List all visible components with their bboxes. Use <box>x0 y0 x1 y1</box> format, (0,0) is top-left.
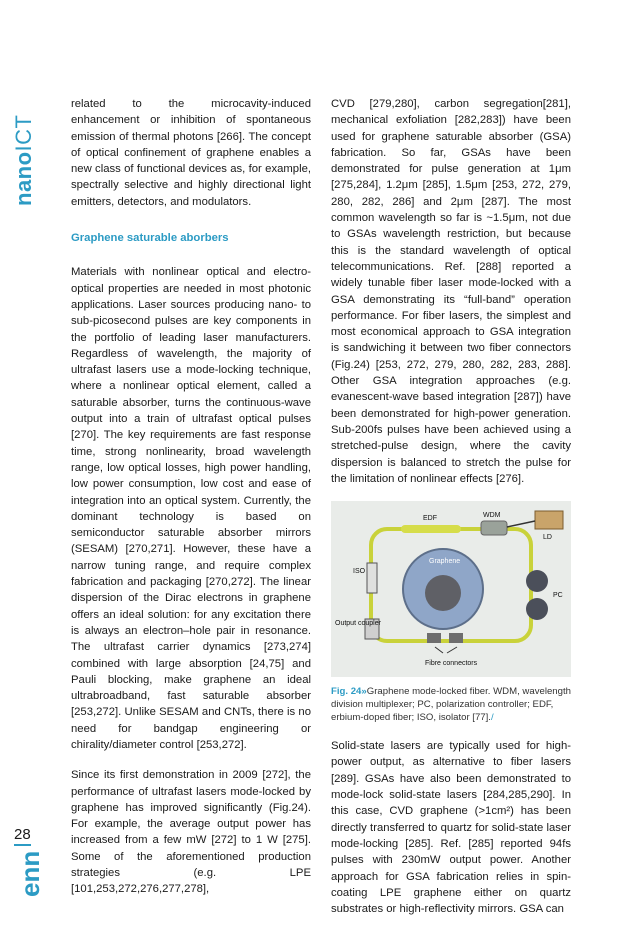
left-paragraph-2: Materials with nonlinear optical and electro-optical properties are needed in most photonic applications. Laser sources producing nano- to sub-picosecond pulses are key components in the portfolio of leading laser manufacturers. Regardless of wavelength, the majority of ultrafast lasers use a mode-locking technique, where a nonlinear optical element, called a saturable absorber, turns the continuous-wave output into a train of ultrafast optical pulses [270]. The key requirements are fast response time, strong nonlinearity, broad wavelength range, low optical losses, high power handling, low power consumption, low cost and ease of integration into an optical system. Currently, the dominant technology is based on semiconductor saturable absorber mirrors (SESAM) [270,271]. However, these have a narrow tuning range, and require complex fabrication and packaging [270,272]. The linear dispersion of the Dirac electrons in graphene offers an ideal solution: for any excitation there is always an electron–hole pair in resonance. The ultrafast carrier dynamics [273,274] combined with large absorption [24,75] and Pauli blocking, make graphene an ideal ultrabroadband, fast saturable absorber [253,272]. Unlike SESAM and CNTs, there is no need for bandgap engineering or chirality/diameter control [253,272]. <box>71 266 311 751</box>
pc-paddle-2 <box>526 598 548 620</box>
laser-diode <box>535 511 563 529</box>
enn-logo <box>10 848 44 900</box>
left-column <box>71 96 311 912</box>
fiber-laser-figure <box>331 501 571 677</box>
edf-fiber <box>401 525 461 533</box>
figure-caption-label: Fig. 24» <box>331 686 367 698</box>
brand-vertical <box>10 96 38 206</box>
logo-text: enn <box>15 850 45 897</box>
graphene-core <box>425 575 461 611</box>
left-paragraph-1: related to the microcavity-induced enhancement or inhibition of spontaneous emission of thermal photons [266]. The concept of optical confinement of graphene enables a new class of functional devices as, for example, spectrally selective and highly directional light emitters, detectors, and modulators. <box>71 98 311 208</box>
fibre-connector-2 <box>449 633 463 643</box>
right-paragraph-2: Solid-state lasers are typically used for high-power output, as alternative to fiber lasers [289]. GSAs have also been demonstrated to mode-lock solid-state lasers [284,285,290]. In this case, CVD graphene (>1cm²) has been directly transferred to quartz for solid-state laser mode-locking [285]. Ref. [285] reported 94fs pulses with 230mW output power. Another approach for GSA fabrication relies in spin-coating LPE graphene either on quartz substrates or high-reflectivity mirrors. GSA can <box>331 740 571 916</box>
fiber-laser-diagram <box>331 501 571 677</box>
right-paragraph-1: CVD [279,280], carbon segregation[281], mechanical exfoliation [282,283]) have been used for graphene saturable absorber (GSA) fabrication. So far, GSAs have been demonstrated for pulse generation at 1μm [275,284], 1.2μm [285], 1.5μm [253, 272, 279, 280, 282, 286] and 2μm [287]. The most common wavelength so far is ~1.5μm, not due to GSAs wavelength restriction, but because this is the standard wavelength of optical telecommunications. Ref. [288] reported a widely tunable fiber laser mode-locked with a GSA demonstrating its “full-band” operation performance. For fiber lasers, the simplest and most economical approach to GSA integration is sandwiching it between two fiber connectors (Fig.24) [253, 272, 279, 280, 282, 283, 288]. Other GSA integration approaches (e.g. evanescent-wave based integration [287]) have been demonstrated for high-power generation. Sub-200fs pulses have been achieved using a stretched-pulse design, where the cavity dispersion is balanced to stretch the pulse for the limitation of nonlinear effects [276]. <box>331 98 571 485</box>
isolator <box>367 563 377 593</box>
section-heading: Graphene saturable aborbers <box>71 232 229 245</box>
wdm-component <box>481 521 507 535</box>
label-fibre-connectors: Fibre connectors <box>425 660 478 668</box>
brand-name-bold: nano <box>11 151 36 206</box>
label-wdm: WDM <box>483 512 501 520</box>
pc-paddle-1 <box>526 570 548 592</box>
label-edf: EDF <box>423 515 437 523</box>
label-graphene: Graphene <box>429 558 461 566</box>
label-ld: LD <box>543 534 552 542</box>
figure-caption <box>331 685 571 724</box>
figure-caption-ref: / <box>490 712 494 724</box>
fibre-connector-1 <box>427 633 441 643</box>
label-pc: PC <box>553 592 563 600</box>
left-paragraph-3: Since its first demonstration in 2009 [272], the performance of ultrafast lasers mode-locked by graphene has improved significantly (Fig.24). For example, the average output power has increased from a few mW [272] to 1 W [275]. Some of the aforementioned production strategies (e.g. LPE [101,253,272,276,277,278], <box>71 769 311 896</box>
right-column <box>331 96 571 931</box>
label-output-coupler: Output coupler <box>335 620 381 628</box>
page-number: 28 <box>14 826 31 846</box>
figure-caption-text: Graphene mode-locked fiber. WDM, wavelength division multiplexer; PC, polarization controller; EDF, erbium-doped fiber; ISO, isolator [77]. <box>331 686 571 724</box>
brand-name-light: ICT <box>11 114 36 152</box>
label-iso: ISO <box>353 568 366 576</box>
